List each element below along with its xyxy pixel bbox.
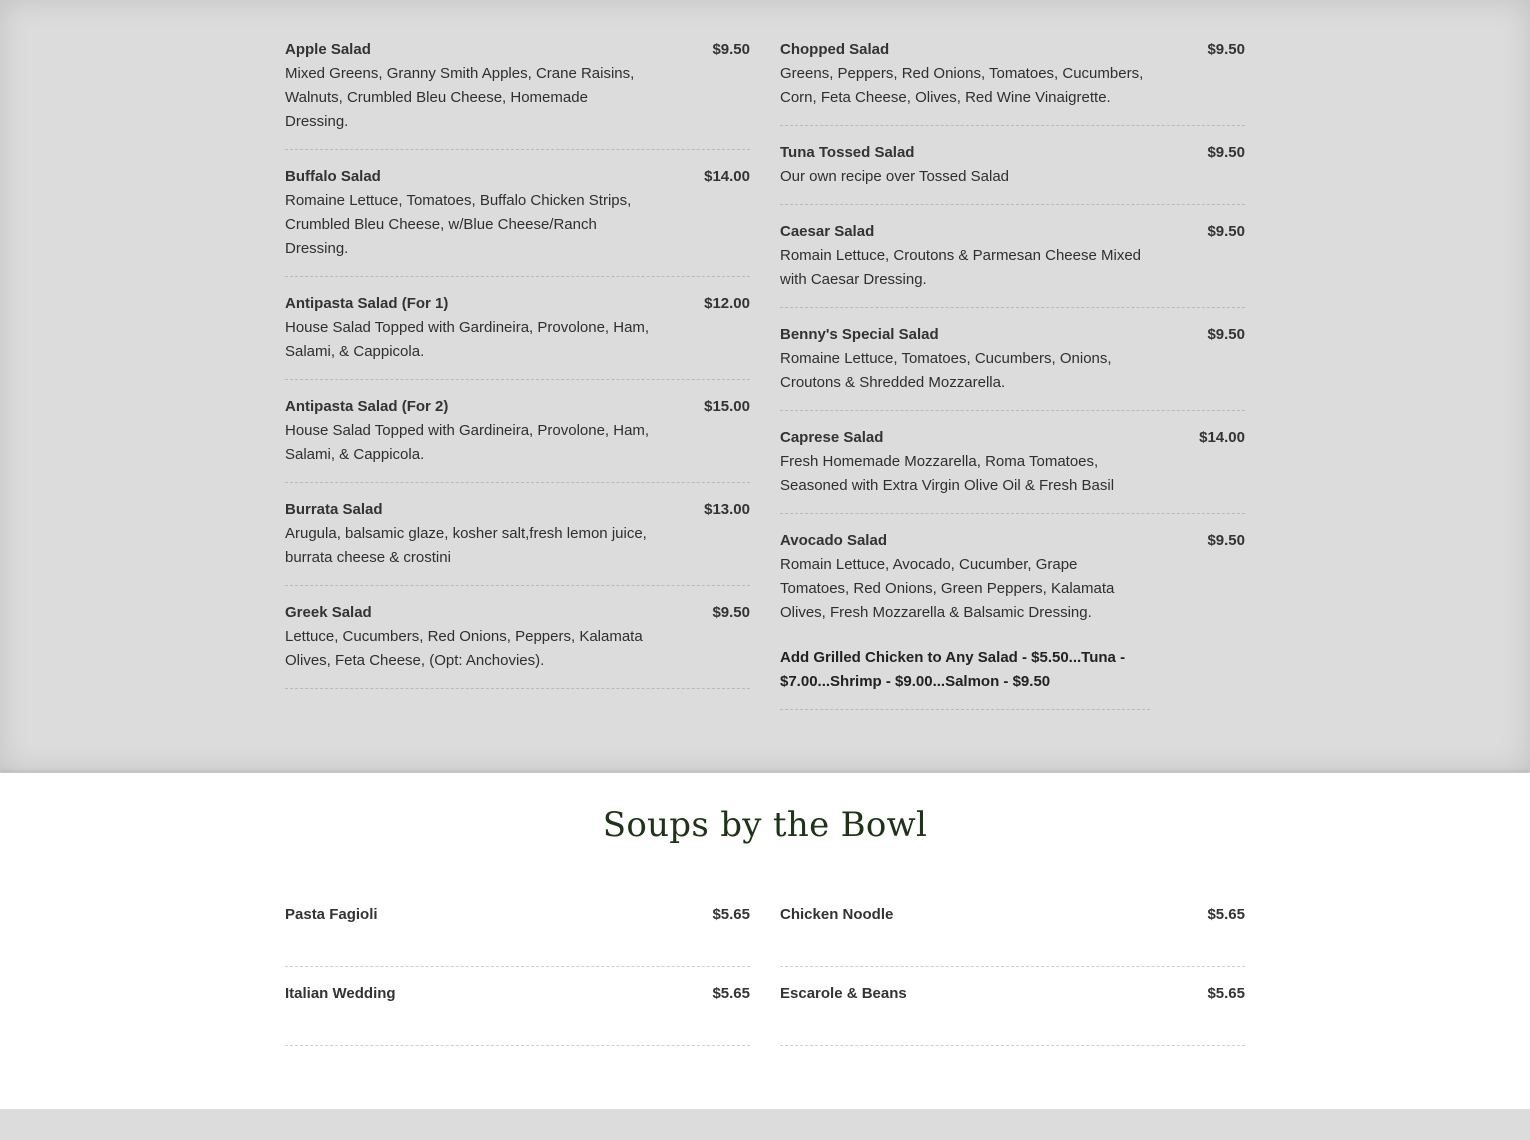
salad-addon-note: Add Grilled Chicken to Any Salad - $5.50...Tuna - $7.00...Shrimp - $9.00...Salmon - $9.50 [780,646,1150,710]
item-name: Apple Salad [285,41,371,58]
menu-item [780,529,1245,625]
item-price: $5.65 [1207,985,1245,1002]
item-price: $12.00 [704,295,750,312]
item-price: $9.50 [1207,223,1245,240]
item-name: Tuna Tossed Salad [780,144,915,161]
item-price: $9.50 [712,604,750,621]
item-name: Burrata Salad [285,501,383,518]
salads-left-column [285,38,750,704]
menu-item [780,903,1245,967]
menu-item [285,601,750,689]
item-price: $5.65 [1207,906,1245,923]
item-price: $14.00 [704,168,750,185]
menu-item [285,395,750,483]
item-name: Pasta Fagioli [285,906,378,923]
item-name: Buffalo Salad [285,168,381,185]
item-description: Romain Lettuce, Croutons & Parmesan Cheese Mixed with Caesar Dressing. [780,247,1142,288]
item-name: Antipasta Salad (For 2) [285,398,449,415]
item-price: $13.00 [704,501,750,518]
item-price: $9.50 [1207,532,1245,549]
item-description: Fresh Homemade Mozzarella, Roma Tomatoes, Seasoned with Extra Virgin Olive Oil & Fresh Basil [780,453,1115,494]
menu-item [780,38,1245,126]
menu-item [780,426,1245,514]
menu-item [285,982,750,1046]
item-description: Mixed Greens, Granny Smith Apples, Crane Raisins, Walnuts, Crumbled Bleu Cheese, Homemade Dressing. [285,65,635,130]
item-description: House Salad Topped with Gardineira, Provolone, Ham, Salami, & Cappicola. [285,422,650,463]
item-price: $9.50 [712,41,750,58]
salads-right-column [780,38,1245,710]
item-name: Greek Salad [285,604,372,621]
menu-item [780,982,1245,1046]
item-name: Caprese Salad [780,429,884,446]
item-price: $9.50 [1207,144,1245,161]
soups-right-column [780,903,1245,1061]
item-description: Romain Lettuce, Avocado, Cucumber, Grape Tomatoes, Red Onions, Green Peppers, Kalamata Olives, Fresh Mozzarella & Balsamic Dressing. [780,556,1115,621]
item-price: $5.65 [712,985,750,1002]
item-price: $9.50 [1207,326,1245,343]
menu-item [780,323,1245,411]
item-name: Chicken Noodle [780,906,894,923]
item-description: House Salad Topped with Gardineira, Provolone, Ham, Salami, & Cappicola. [285,319,650,360]
item-description: Romaine Lettuce, Tomatoes, Buffalo Chicken Strips, Crumbled Bleu Cheese, w/Blue Cheese/Ranch Dressing. [285,192,632,257]
menu-item [285,498,750,586]
item-price: $14.00 [1199,429,1245,446]
item-price: $9.50 [1207,41,1245,58]
page-footer-strip [0,1109,1530,1140]
soups-left-column [285,903,750,1061]
item-description: Arugula, balsamic glaze, kosher salt,fresh lemon juice, burrata cheese & crostini [285,525,647,566]
item-description: Our own recipe over Tossed Salad [780,168,1010,185]
item-name: Avocado Salad [780,532,887,549]
item-name: Benny's Special Salad [780,326,939,343]
item-name: Italian Wedding [285,985,396,1002]
item-name: Escarole & Beans [780,985,907,1002]
item-price: $15.00 [704,398,750,415]
menu-item [285,292,750,380]
menu-item [780,141,1245,205]
menu-item [285,165,750,277]
item-price: $5.65 [712,906,750,923]
item-name: Antipasta Salad (For 1) [285,295,449,312]
menu-item [285,903,750,967]
item-name: Caesar Salad [780,223,875,240]
soups-section [0,773,1530,1109]
item-description: Lettuce, Cucumbers, Red Onions, Peppers, Kalamata Olives, Feta Cheese, (Opt: Anchovies). [285,628,643,669]
menu-item [285,38,750,150]
item-description: Greens, Peppers, Red Onions, Tomatoes, Cucumbers, Corn, Feta Cheese, Olives, Red Wine Vinaigrette. [780,65,1144,106]
item-name: Chopped Salad [780,41,890,58]
item-description: Romaine Lettuce, Tomatoes, Cucumbers, Onions, Croutons & Shredded Mozzarella. [780,350,1112,391]
menu-item [780,220,1245,308]
section-title: Soups by the Bowl [602,805,928,845]
